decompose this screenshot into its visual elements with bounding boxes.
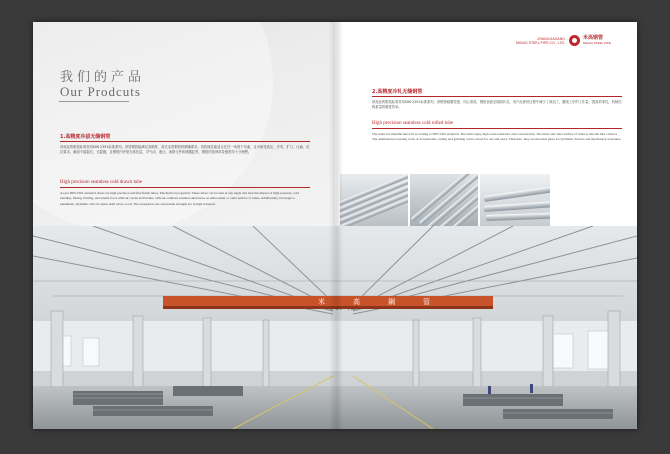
section1-rule-en [60, 187, 310, 188]
section1-body-cn: 該產品的制造标准采用DIN 2391标准系列。該管钢管能满足高精度、高光洁度钢管的精确要求。其机械性能适合在任一角度下弯曲，且可承受高压、冷弯、扩口、压扁、抗拉要求，截面不能裂纹，无裂缝，且钢管内外壁无氧化层，对气动、液压、油路元件和储器缸等，钢管的延伸率及强度均十分理想。 [60, 145, 310, 155]
crane-text-1: 米 [318, 298, 325, 306]
company-logo [505, 33, 629, 49]
section2-body-en: The tubes are manufactured all according to DIN 2391 standard. The tubes enjoy high wear-resistance and concentricity. The inner and outer surface of tubes is smooth like a mirror. The additional processing work of downstream, cutting and grinding can be saved for our end users. Therefore, they are the ideal pipes for hydraulic devices and mechanical structures. [372, 132, 622, 142]
crane-text-2: 高 [353, 298, 360, 306]
title-divider [59, 101, 129, 102]
page-title-en: Our Prodcuts [60, 84, 141, 99]
pipe-stack-photo [410, 174, 478, 226]
factory-illustration [33, 226, 637, 429]
left-page [33, 22, 335, 226]
logo-text-en [505, 37, 565, 45]
crane-text-4: 管 [423, 298, 430, 306]
logo-subtext: MIGAO STEEL PIPE [583, 41, 611, 45]
pipe-bundle-photo [340, 174, 408, 226]
logo-line2: MIGAO STEEL PIPE CO., LTD. [515, 41, 565, 45]
page-title-cn: 我们的产品 [60, 70, 146, 85]
section2-rule [372, 96, 622, 97]
section1-rule [60, 141, 310, 142]
section2-heading-cn: 2.高精度冷轧无缝钢管 [372, 89, 423, 95]
section1-heading-en: High precision seamless cold drawn tube [60, 180, 143, 185]
section1-heading-cn: 1.高精度冷拔无缝钢管 [60, 134, 111, 140]
section2-heading-en: High precision seamless cold rolled tube [372, 121, 454, 126]
logo-line1: ZHANGJIAGANG [537, 37, 565, 41]
logo-text-cn: 米高钢管 [583, 35, 604, 41]
crane-text-3: 鋼 [388, 298, 395, 306]
factory-interior-photo [33, 226, 637, 429]
logo-mark-icon [569, 35, 580, 46]
brochure-spread [33, 22, 637, 429]
section1-body-en: As per DIN 2391 standard, these are high precision and fine finish tubes. Mechanical properties: These tubes can be bent at any angle and bear the impact of high pressure, cold bending, flaring, flatting, and tensile force without cracks and breaks, without oxidized residual substances on either inner or outer surface of tubes. Additionally, blockage to pneumatic, hydraulic and oil routes shall never occur. The elongation rate and tensile strength are in high standard. [60, 191, 299, 206]
section2-rule-en [372, 128, 622, 129]
section2-body-cn: 該產品的制造标准采用DIN 2391标准系列，該钢管耐磨性强，同心度高，钢管表面呈镜面状态，用户此使用过程中减少了深加工，磨削工序的工作量，提高效率性，机械结构重量的增度效率。 [372, 100, 622, 110]
pipe-ends-photo [480, 174, 550, 226]
